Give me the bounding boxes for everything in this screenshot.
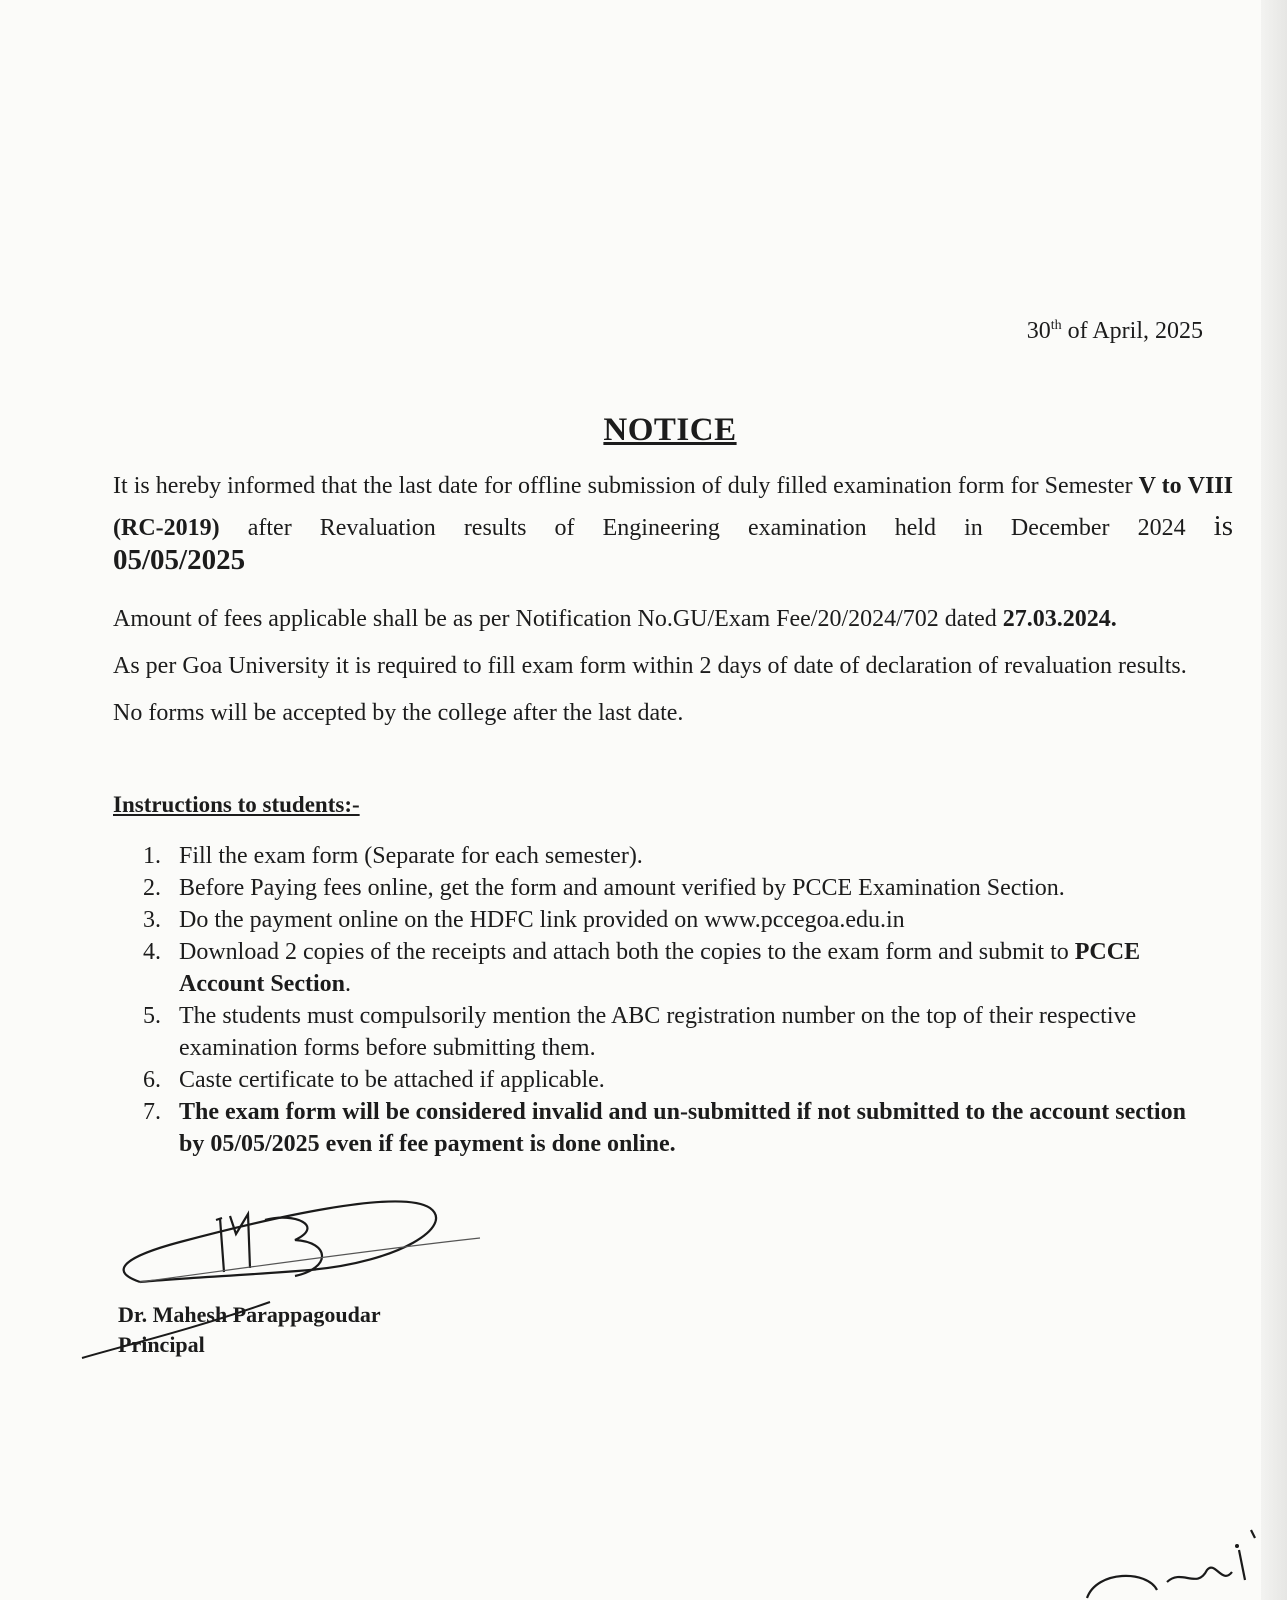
instruction-item: 3. Do the payment online on the HDFC link provided on www.pccegoa.edu.in [143, 907, 905, 933]
signatory-name: Dr. Mahesh Parappagoudar [118, 1302, 381, 1327]
instruction-item: 6. Caste certificate to be attached if applicable. [143, 1067, 605, 1093]
last-date-value: 05/05/2025 [113, 544, 246, 576]
university-requirement-paragraph: As per Goa University it is required to fill exam form within 2 days of date of declaration of revaluation results. [113, 653, 1187, 679]
instruction-item: 1. Fill the exam form (Separate for each semester). [143, 843, 643, 869]
corner-handwriting [1057, 1490, 1277, 1600]
instruction-item: 2. Before Paying fees online, get the form and amount verified by PCCE Examination Section. [143, 875, 1065, 901]
instruction-item: 7. The exam form will be considered invalid and un-submitted if not submitted to the account section by 05/05/2025 even if fee payment is done online. [143, 1099, 1186, 1157]
instruction-item: 4. Download 2 copies of the receipts and attach both the copies to the exam form and submit to PCCE Account Section. [143, 939, 1141, 997]
instruction-item: 5. The students must compulsorily mention the ABC registration number on the top of their respective examination forms before submitting them. [143, 1003, 1137, 1061]
notice-title: NOTICE [603, 412, 737, 448]
fees-paragraph: Amount of fees applicable shall be as per Notification No.GU/Exam Fee/20/2024/702 dated 27.03.2024. [113, 606, 1117, 632]
no-forms-paragraph: No forms will be accepted by the college after the last date. [113, 700, 684, 726]
instructions-heading: Instructions to students:- [113, 792, 360, 817]
notice-date: 30th of April, 2025 [1026, 318, 1203, 344]
signatory-title: Principal [118, 1332, 205, 1357]
instructions-list [143, 840, 1193, 1160]
notice-main-paragraph: It is hereby informed that the last date for offline submission of duly filled examination form for Semester V to VIII (RC-2019) after Revaluation results of Engineering examination held in December 2024 is [113, 473, 1234, 542]
page-edge-shadow [1261, 0, 1287, 1600]
